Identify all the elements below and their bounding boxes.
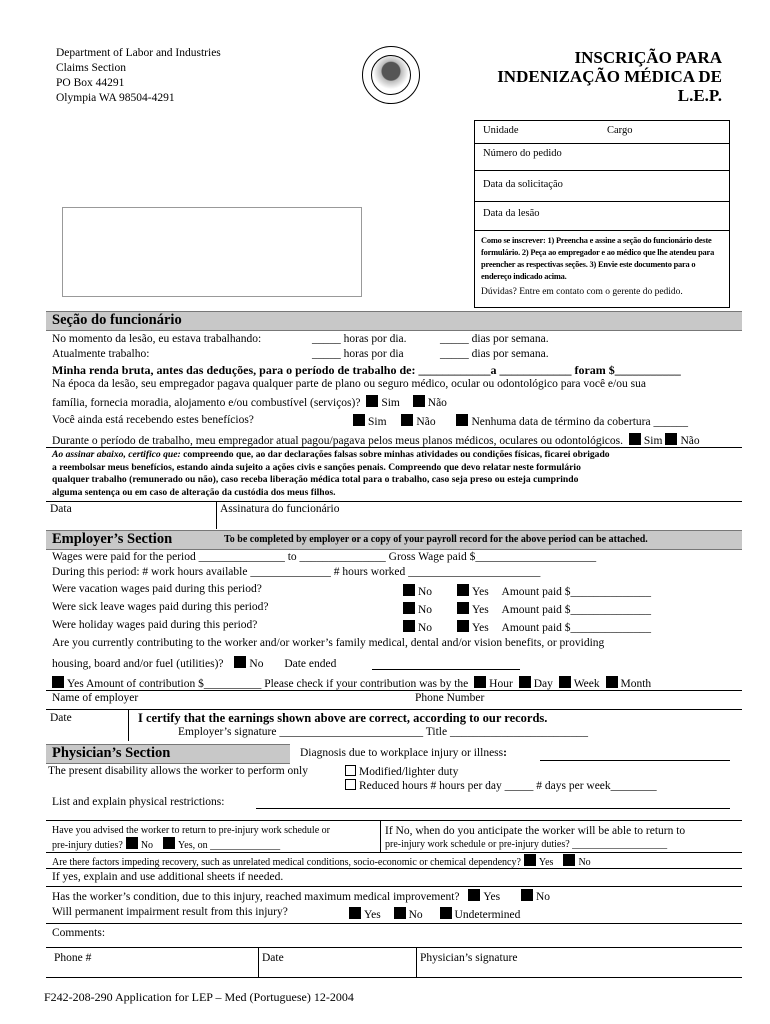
physician-signature-field[interactable]: Physician’s signature — [420, 952, 518, 964]
data-lesao-field[interactable] — [475, 202, 729, 231]
title-line: L.E.P. — [677, 86, 722, 105]
contribution-amount-field[interactable]: Yes Amount of contribution $__________ Please check if your contribution was by the — [67, 678, 469, 690]
modified-label: Modified/lighter duty — [359, 766, 459, 778]
worked-at-injury-label: No momento da lesão, eu estava trabalhando: — [52, 333, 262, 345]
no-label: No — [578, 857, 591, 868]
checkbox-no[interactable] — [403, 602, 415, 614]
question-text: Are there factors impeding recovery, such as unrelated medical conditions, socio-economic or chemical dependency? — [52, 857, 521, 868]
office-use-box — [474, 120, 730, 308]
contribution-amount-line — [52, 676, 651, 690]
address-line: PO Box 44291 — [56, 77, 125, 89]
contribution-question-line2 — [52, 656, 336, 670]
question-text: housing, board and/or fuel (utilities)? — [52, 658, 224, 670]
no-label: No — [418, 622, 433, 634]
checkbox-sim[interactable] — [629, 433, 641, 445]
nao-label: Não — [427, 397, 447, 409]
yes-on-field[interactable]: Yes, on ______________ — [178, 840, 281, 851]
divider — [46, 886, 742, 887]
ifno-line: If No, when do you anticipate the worker will be able to return to — [385, 825, 686, 837]
checkbox-yes[interactable] — [349, 907, 361, 919]
checkbox-day[interactable] — [519, 676, 531, 688]
contribution-question-line1: Are you currently contributing to the worker and/or worker’s family medical, dental and/or vision benefits, or providing — [52, 637, 605, 649]
unidade-field[interactable] — [475, 121, 729, 144]
amount-field[interactable]: Amount paid $______________ — [501, 622, 652, 634]
divider — [380, 820, 381, 852]
checkbox-yes[interactable] — [52, 676, 64, 688]
employee-section-header — [46, 311, 742, 331]
checkbox-nao[interactable] — [401, 414, 413, 426]
cert-lead: Ao assinar abaixo, certifico que: — [52, 449, 181, 460]
checkbox-nao[interactable] — [665, 433, 677, 445]
holiday-question: Were holiday wages paid during this period? — [52, 619, 258, 631]
physician-date-field[interactable]: Date — [262, 952, 284, 964]
no-label: No — [418, 586, 433, 598]
divider — [46, 820, 742, 821]
checkbox-sim[interactable] — [353, 414, 365, 426]
holiday-options — [400, 620, 651, 634]
checkbox-yes[interactable] — [163, 837, 175, 849]
advised-line: pre-injury duties? — [52, 840, 123, 851]
cert-line: qualquer trabalho (remunerado ou não), caso receba liberação médica total para o trabalho, caso seja preso ou esteja cumprindo — [52, 474, 579, 485]
data-solicitacao-label: Data da solicitação — [483, 179, 563, 190]
reduced-hours-option — [342, 779, 657, 792]
divider — [46, 852, 742, 853]
checkbox-no[interactable] — [563, 854, 575, 866]
question-text: família, fornecia moradia, alojamento e/ou combustível (serviços)? — [52, 397, 361, 409]
form-footer-id: F242-208-290 Application for LEP – Med (Portuguese) 12-2004 — [44, 990, 354, 1004]
date-ended-label: Date ended — [284, 658, 337, 670]
checkbox-modified[interactable] — [345, 765, 356, 776]
diagnosis-text: Diagnosis due to workplace injury or illness — [300, 747, 504, 759]
certify-text: I certify that the earnings shown above are correct, according to our records — [138, 711, 545, 725]
days-per-week-field[interactable]: _____ dias por semana. — [440, 333, 549, 345]
yes-label: Yes — [364, 909, 381, 921]
address-line: Olympia WA 98504-4291 — [56, 92, 175, 104]
employer-signature-field[interactable]: Employer’s signature _________________________ Title ________________________ — [178, 726, 588, 738]
yes-label: Yes — [471, 622, 489, 634]
checkbox-reduced[interactable] — [345, 779, 356, 790]
vacation-options — [400, 584, 651, 598]
divider — [46, 923, 742, 924]
benefits-question-line1: Na época da lesão, seu empregador pagava qualquer parte de plano ou seguro médico, ocular ou odontológico para você e/ou sua — [52, 378, 646, 390]
reduced-hours-field[interactable]: Reduced hours # hours per day _____ # days per week________ — [359, 780, 657, 792]
checkbox-yes[interactable] — [457, 584, 469, 596]
numero-pedido-label: Número do pedido — [483, 148, 562, 159]
no-end-date-label: Nenhuma data de término da cobertura ______ — [471, 416, 688, 428]
divider — [258, 947, 259, 977]
section-note: To be completed by employer or a copy of your payroll record for the above period can be attached. — [224, 534, 648, 545]
divider — [128, 709, 129, 741]
nao-label: Não — [680, 435, 700, 447]
checkbox-no[interactable] — [403, 620, 415, 632]
divider — [216, 501, 217, 529]
checkbox-month[interactable] — [606, 676, 618, 688]
cert-line: compreendo que, ao dar declarações falsas sobre minhas atividades ou condições físicas, ficarei obrigado — [180, 449, 610, 460]
question-text: Durante o período de trabalho, meu empregador atual pagou/pagava pelos meus planos médicos, oculares ou odontológicos. — [52, 435, 624, 447]
sick-leave-options — [400, 602, 651, 616]
amount-field[interactable]: Amount paid $______________ — [501, 604, 652, 616]
data-solicitacao-field[interactable] — [475, 171, 729, 202]
nao-label: Não — [416, 416, 436, 428]
unidade-label: Unidade — [483, 125, 519, 136]
week-label: Week — [573, 678, 600, 690]
employer-section-header — [46, 530, 742, 550]
divider — [46, 709, 742, 710]
mailing-address-window — [62, 207, 362, 297]
employee-date-field[interactable]: Data — [50, 503, 72, 515]
work-hours-field[interactable]: During this period: # work hours available ______________ # hours worked _______________________ — [52, 566, 541, 578]
diagnosis-label: Diagnosis due to workplace injury or illness: — [300, 747, 507, 759]
checkbox-sim[interactable] — [366, 395, 378, 407]
checkbox-week[interactable] — [559, 676, 571, 688]
sim-label: Sim — [368, 416, 387, 428]
checkbox-yes[interactable] — [457, 602, 469, 614]
address-line: Department of Labor and Industries — [56, 47, 221, 59]
checkbox-no[interactable] — [521, 889, 533, 901]
checkbox-yes[interactable] — [468, 889, 480, 901]
permanent-question: Will permanent impairment result from this injury? — [52, 906, 288, 918]
employer-paid-question — [52, 433, 700, 447]
diagnosis-input[interactable] — [540, 760, 730, 761]
physician-phone-field[interactable]: Phone # — [54, 952, 92, 964]
factors-question — [52, 854, 591, 868]
checkbox-no[interactable] — [126, 837, 138, 849]
checkbox-yes[interactable] — [524, 854, 536, 866]
divider — [416, 947, 417, 977]
divider — [46, 501, 742, 502]
advised-line: Have you advised the worker to return to pre-injury work schedule or — [52, 825, 330, 836]
section-title: Employer’s Section — [52, 531, 173, 547]
hour-label: Hour — [489, 678, 513, 690]
employer-phone-field[interactable]: Phone Number — [415, 692, 485, 704]
agency-address — [56, 46, 221, 106]
numero-pedido-field[interactable] — [475, 144, 729, 171]
yes-label: Yes — [483, 891, 501, 903]
date-ended-input[interactable] — [372, 669, 520, 670]
currently-working-label: Atualmente trabalho: — [52, 348, 150, 360]
present-disability-label: The present disability allows the worker to perform only — [48, 765, 308, 777]
section-title: Physician’s Section — [52, 745, 171, 761]
employer-name-field[interactable]: Name of employer — [52, 692, 139, 704]
checkbox-no[interactable] — [403, 584, 415, 596]
mmi-question — [52, 889, 550, 903]
no-label: No — [408, 909, 423, 921]
yes-label: Yes — [471, 604, 489, 616]
state-seal-icon — [362, 46, 420, 104]
day-label: Day — [533, 678, 553, 690]
month-label: Month — [620, 678, 652, 690]
sick-leave-question: Were sick leave wages paid during this period? — [52, 601, 269, 613]
cert-line: a reembolsar meus benefícios, estando ainda sujeito a ações civis e sanções penais. Compreendo que devo relatar neste formulário — [52, 461, 581, 473]
checkbox-no[interactable] — [394, 907, 406, 919]
divider — [46, 447, 742, 448]
no-label: No — [418, 604, 433, 616]
divider — [46, 977, 742, 978]
vacation-question: Were vacation wages paid during this period? — [52, 583, 262, 595]
current-days-field[interactable]: _____ dias por semana. — [440, 348, 549, 360]
checkbox-yes[interactable] — [457, 620, 469, 632]
checkbox-no[interactable] — [234, 656, 246, 668]
comments-field[interactable]: Comments: — [52, 927, 106, 939]
still-receiving-options — [350, 414, 688, 428]
divider — [46, 690, 742, 691]
return-date-field[interactable]: pre-injury work schedule or pre-injury duties? ___________________ — [385, 839, 668, 850]
certification-text — [52, 449, 610, 499]
checkbox-hour[interactable] — [474, 676, 486, 688]
divider — [46, 947, 742, 948]
wage-period-field[interactable]: Wages were paid for the period _______________ to _______________ Gross Wage paid $_____________________ — [52, 551, 597, 563]
no-label: No — [140, 840, 154, 851]
employee-signature-field[interactable]: Assinatura do funcionário — [220, 503, 340, 515]
benefits-question-line2 — [52, 395, 447, 409]
checkbox-undetermined[interactable] — [440, 907, 452, 919]
title-line: INDENIZAÇÃO MÉDICA DE — [497, 67, 722, 86]
cert-line: alguma sentença ou em caso de alteração da custódia dos meus filhos. — [52, 486, 336, 498]
undetermined-label: Undetermined — [454, 909, 521, 921]
gross-income-field[interactable]: Minha renda bruta, antes das deduções, para o período de trabalho de: ____________a ____________ foram $___________ — [52, 363, 681, 377]
sim-label: Sim — [381, 397, 400, 409]
question-text: Has the worker’s condition, due to this injury, reached maximum medical improvement? — [52, 891, 460, 903]
sim-label: Sim — [643, 435, 663, 447]
hours-per-day-field[interactable]: _____ horas por dia. — [312, 333, 407, 345]
return-anticipation — [385, 824, 685, 852]
physician-section-header — [46, 744, 290, 764]
advised-question — [52, 824, 330, 852]
yes-label: Yes — [538, 857, 554, 868]
title-line: INSCRIÇÃO PARA — [574, 48, 722, 67]
amount-field[interactable]: Amount paid $______________ — [501, 586, 652, 598]
certify-statement: I certify that the earnings shown above are correct, according to our records. — [138, 711, 548, 725]
current-hours-field[interactable]: _____ horas por dia — [312, 348, 404, 360]
additional-sheets-note: If yes, explain and use additional sheets if needed. — [52, 871, 284, 883]
restrictions-label: List and explain physical restrictions: — [52, 796, 225, 808]
section-title: Seção do funcionário — [52, 312, 182, 328]
cargo-label: Cargo — [607, 125, 633, 136]
no-label: No — [536, 891, 551, 903]
divider — [46, 868, 742, 869]
still-receiving-question: Você ainda está recebendo estes benefícios? — [52, 414, 254, 426]
data-lesao-label: Data da lesão — [483, 208, 540, 219]
checkbox-nao[interactable] — [413, 395, 425, 407]
restrictions-input[interactable] — [256, 808, 730, 809]
instructions-text: Como se inscrever: 1) Preencha e assine a seção do funcionário deste formulário. 2) Peça ao empregador e ao médico que lhe atendeu para preencher as respectivas seções. 3) Envie este documento para o endereço indicado acima. — [481, 236, 715, 281]
employer-date-field[interactable]: Date — [50, 712, 72, 724]
address-line: Claims Section — [56, 62, 126, 74]
permanent-options — [346, 907, 520, 921]
modified-duty-option — [342, 765, 458, 778]
form-title — [497, 48, 722, 105]
no-label: No — [249, 658, 264, 670]
yes-label: Yes — [471, 586, 489, 598]
duvidas-text: Dúvidas? Entre em contato com o gerente do pedido. — [481, 287, 683, 297]
checkbox-no-end-date[interactable] — [456, 414, 468, 426]
